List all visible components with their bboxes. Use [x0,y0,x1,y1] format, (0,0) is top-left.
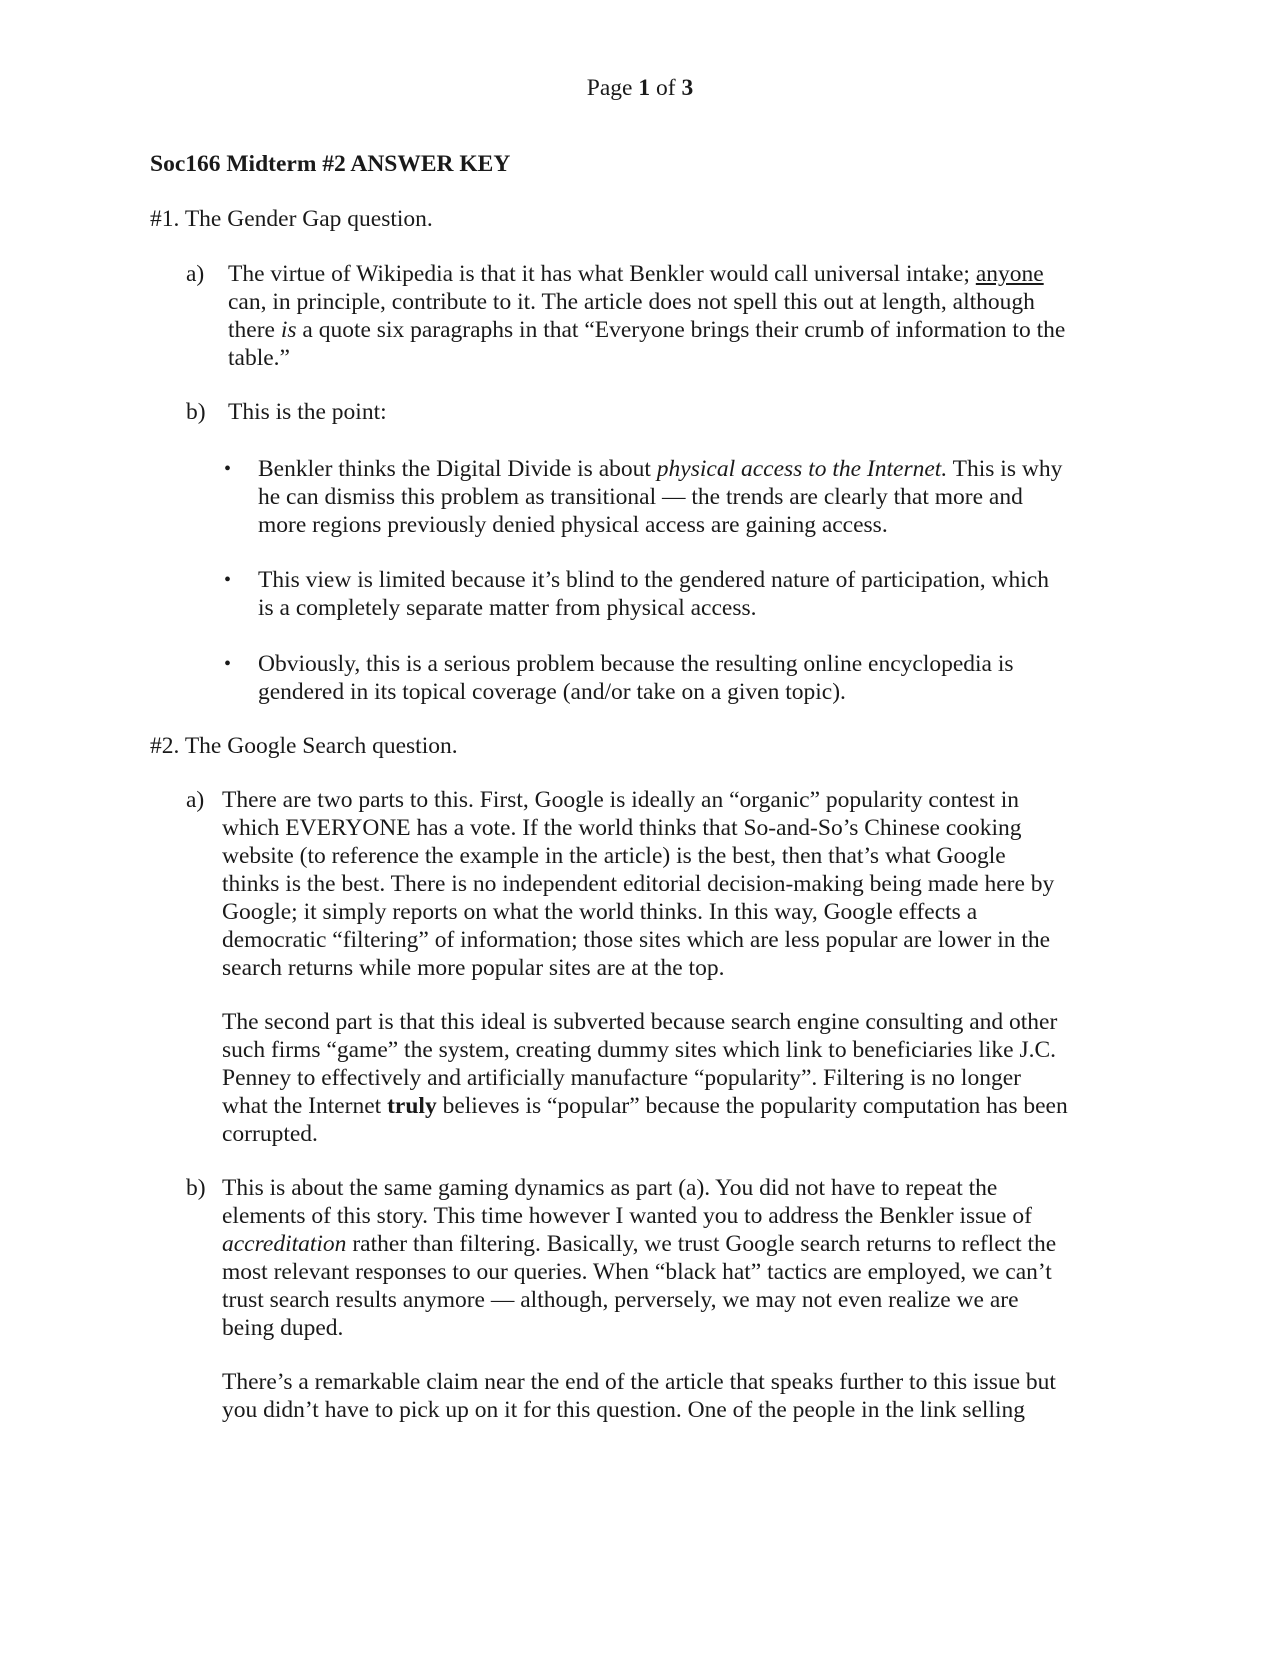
q2-a-line: Penney to effectively and artificially manufacture “popularity”. Filtering is no longer [222,1065,1021,1091]
bullet-line: more regions previously denied physical access are gaining access. [258,512,888,538]
page-of: of [655,75,676,101]
italic-word: is [280,317,297,343]
q1-heading: #1. The Gender Gap question. [150,206,433,232]
page-current: 1 [638,75,651,101]
page-number-header [0,74,1280,103]
text-run: there [228,317,281,343]
bullet-marker: • [224,569,232,591]
text-run: Benkler thinks the Digital Divide is about [258,456,657,482]
bullet-line: is a completely separate matter from physical access. [258,595,757,621]
q2-b-line: trust search results anymore — although, perversely, we may not even realize we are [222,1287,1019,1313]
q2-b-line: being duped. [222,1315,344,1341]
bullet-line: This view is limited because it’s blind to the gendered nature of participation, which [258,567,1049,593]
q2-b-line: There’s a remarkable claim near the end of the article that speaks further to this issue but [222,1369,1056,1395]
q2-a-line: search returns while more popular sites are at the top. [222,955,725,981]
q2-a-line: There are two parts to this. First, Google is ideally an “organic” popularity contest in [222,787,1020,813]
q2-a-line: corrupted. [222,1121,318,1147]
bullet-line: Obviously, this is a serious problem because the resulting online encyclopedia is [258,651,1014,677]
text-run: The virtue of Wikipedia is that it has what Benkler would call universal intake; [228,261,976,287]
text-run: a quote six paragraphs in that “Everyone brings their crumb of information to the [296,317,1066,343]
q2-b-line [222,1230,1056,1259]
bullet-marker: • [224,458,232,480]
bullet-line: gendered in its topical coverage (and/or take on a given topic). [258,679,846,705]
q2-a-line: thinks is the best. There is no independent editorial decision-making being made here by [222,871,1055,897]
underlined-word: anyone [975,261,1044,287]
page-total: 3 [681,75,694,101]
text-run: believes is “popular” because the popularity computation has been [436,1093,1068,1119]
q1-a-line [228,316,1065,345]
bullet-line [258,455,1062,484]
q1-a-marker: a) [186,261,205,287]
bullet-line: he can dismiss this problem as transitional — the trends are clearly that more and [258,484,1023,510]
q2-a-line [222,1092,1068,1121]
document-title: Soc166 Midterm #2 ANSWER KEY [150,151,511,177]
bold-word: truly [387,1093,437,1119]
bullet-marker: • [224,653,232,675]
text-run: This is why [947,456,1063,482]
q1-b-marker: b) [186,399,206,425]
q2-b-line: you didn’t have to pick up on it for this question. One of the people in the link selling [222,1397,1026,1423]
q2-a-line: website (to reference the example in the article) is the best, then that’s what Google [222,843,1006,869]
q1-a-line: can, in principle, contribute to it. The article does not spell this out at length, although [228,289,1035,315]
q2-a-line: The second part is that this ideal is subverted because search engine consulting and other [222,1009,1058,1035]
q2-b-line: most relevant responses to our queries. When “black hat” tactics are employed, we can’t [222,1259,1052,1285]
italic-phrase: physical access to the Internet. [656,456,948,482]
q2-a-line: which EVERYONE has a vote. If the world thinks that So-and-So’s Chinese cooking [222,815,1022,841]
q2-b-line: This is about the same gaming dynamics as part (a). You did not have to repeat the [222,1175,998,1201]
q2-b-line: elements of this story. This time however I wanted you to address the Benkler issue of [222,1203,1032,1229]
q1-a-line: table.” [228,345,290,371]
text-run: rather than filtering. Basically, we trust Google search returns to reflect the [346,1231,1057,1257]
q1-a-line [228,260,1044,289]
italic-word: accreditation [222,1231,347,1257]
q2-a-marker: a) [186,787,205,813]
q2-a-line: such firms “game” the system, creating dummy sites which link to beneficiaries like J.C. [222,1037,1057,1063]
q2-a-line: Google; it simply reports on what the world thinks. In this way, Google effects a [222,899,978,925]
q2-heading: #2. The Google Search question. [150,733,458,759]
q1-b-intro: This is the point: [228,399,387,425]
page-label: Page [586,75,633,101]
q2-a-line: democratic “filtering” of information; those sites which are less popular are lower in the [222,927,1051,953]
text-run: what the Internet [222,1093,388,1119]
q2-b-marker: b) [186,1175,206,1201]
